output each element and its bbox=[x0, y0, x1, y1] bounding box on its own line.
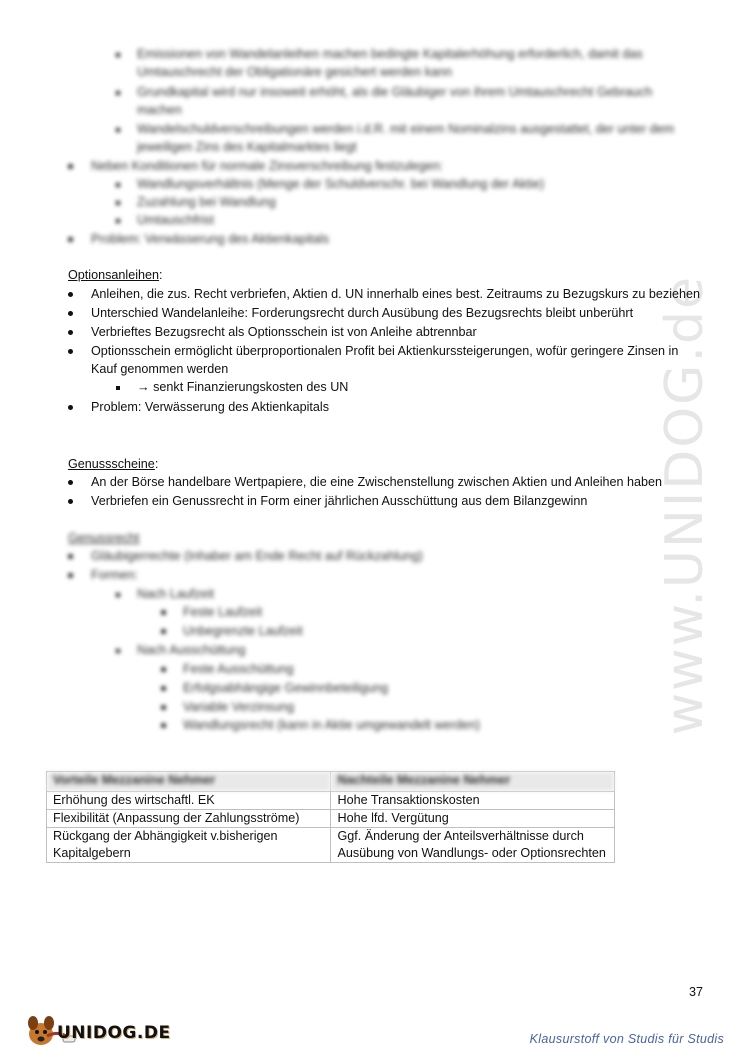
list-item-text: Umtauschfrist bbox=[137, 213, 214, 227]
list-item bbox=[116, 211, 120, 229]
list-item: Optionsschein ermöglicht überproportionalen Profit bei Aktienkurssteigerungen, wofür geringere Zinsen in bbox=[91, 344, 679, 358]
list-item: Anleihen, die zus. Recht verbriefen, Aktien d. UN innerhalb eines best. Zeitraums zu Bezugskurs zu beziehen bbox=[91, 287, 701, 301]
watermark: www.UNIDOG.de bbox=[654, 274, 715, 736]
list-item-continuation: Kauf genommen werden bbox=[91, 362, 229, 376]
bullet bbox=[68, 547, 73, 565]
section-heading-genussscheine bbox=[68, 455, 158, 473]
list-item bbox=[68, 157, 73, 175]
list-item bbox=[116, 83, 120, 101]
bullet bbox=[68, 304, 73, 322]
list-item: Verbrieftes Bezugsrecht als Optionsschein ist von Anleihe abtrennbar bbox=[91, 325, 477, 339]
bullet bbox=[161, 716, 166, 734]
list-item-text: jeweiligen Zins des Kapitalmarktes liegt bbox=[137, 140, 357, 154]
list-item bbox=[116, 193, 120, 211]
bullet bbox=[68, 342, 73, 360]
footer-tagline: Klausurstoff von Studis für Studis bbox=[529, 1032, 724, 1046]
table-cell: Rückgang der Abhängigkeit v.bisherigen Kapitalgebern bbox=[47, 828, 331, 863]
bullet bbox=[161, 603, 166, 621]
list-item-text: Wandlungsverhältnis (Menge der Schuldverschr. bei Wandlung der Aktie) bbox=[137, 177, 545, 191]
list-item-text: Wandlungsrecht (kann in Aktie umgewandelt werden) bbox=[183, 718, 481, 732]
bullet bbox=[68, 566, 73, 584]
table-header-row bbox=[47, 772, 615, 792]
logo-text: UNIDOG.DE bbox=[57, 1023, 171, 1043]
table-row bbox=[47, 792, 615, 810]
section-heading: Genussrecht bbox=[68, 531, 140, 545]
bullet bbox=[116, 641, 120, 659]
heading-text: Optionsanleihen bbox=[68, 268, 160, 282]
list-item-text: machen bbox=[137, 103, 182, 117]
table-cell: Erhöhung des wirtschaftl. EK bbox=[47, 792, 331, 810]
list-item-text: Umtauschrecht der Obligationäre gesichert werden kann bbox=[137, 65, 453, 79]
list-item-text: Nach Ausschüttung bbox=[137, 643, 246, 657]
table-cell: Ggf. Änderung der Anteilsverhältnisse durch Ausübung von Wandlungs- oder Optionsrechten bbox=[331, 828, 615, 863]
list-item-text: Problem: Verwässerung des Aktienkapitals bbox=[91, 232, 330, 246]
list-item-text: Neben Konditionen für normale Zinsverschreibung festzulegen: bbox=[91, 159, 444, 173]
page-number: 37 bbox=[689, 985, 704, 999]
table-header-cell: Nachteile Mezzanine Nehmer bbox=[331, 772, 615, 792]
list-item-text: Variable Verzinsung bbox=[183, 700, 295, 714]
mezzanine-table bbox=[46, 771, 615, 863]
list-item: Problem: Verwässerung des Aktienkapitals bbox=[91, 400, 330, 414]
table-row bbox=[47, 828, 615, 863]
list-item-text: Wandelschuldverschreibungen werden i.d.R. mit einem Nominalzins ausgestattet, der unter dem bbox=[137, 122, 675, 136]
table-cell: Hohe lfd. Vergütung bbox=[331, 810, 615, 828]
heading-text: Genussscheine bbox=[68, 457, 155, 471]
list-item bbox=[68, 230, 73, 248]
bullet bbox=[68, 398, 73, 416]
list-item: → senkt Finanzierungskosten des UN bbox=[137, 380, 349, 394]
list-item: Verbriefen ein Genussrecht in Form einer jährlichen Ausschüttung aus dem Bilanzgewinn bbox=[91, 494, 588, 508]
list-item-text: Grundkapital wird nur insoweit erhöht, als die Gläubiger von ihrem Umtauschrecht Gebrauch bbox=[137, 85, 653, 99]
bullet bbox=[68, 473, 73, 491]
list-item bbox=[116, 120, 120, 138]
bullet bbox=[161, 622, 166, 640]
list-item-text: Feste Laufzeit bbox=[183, 605, 263, 619]
list-item: An der Börse handelbare Wertpapiere, die eine Zwischenstellung zwischen Aktien und Anleihen haben bbox=[91, 475, 663, 489]
bullet bbox=[161, 698, 166, 716]
bullet bbox=[68, 285, 73, 303]
list-item-text: Emissionen von Wandelanleihen machen bedingte Kapitalerhöhung erforderlich, damit das bbox=[137, 47, 643, 61]
heading-colon: : bbox=[154, 457, 159, 471]
bullet bbox=[161, 660, 166, 678]
bullet bbox=[161, 679, 166, 697]
list-item-text: Zuzahlung bei Wandlung bbox=[137, 195, 276, 209]
table-row bbox=[47, 810, 615, 828]
bullet bbox=[68, 323, 73, 341]
list-item-text: Nach Laufzeit bbox=[137, 587, 215, 601]
bullet bbox=[116, 585, 120, 603]
table-cell: Hohe Transaktionskosten bbox=[331, 792, 615, 810]
table-header-cell: Vorteile Mezzanine Nehmer bbox=[47, 772, 331, 792]
heading-colon: : bbox=[159, 268, 163, 282]
list-item-text: Formen: bbox=[91, 568, 138, 582]
list-item-text: Feste Ausschüttung bbox=[183, 662, 294, 676]
list-item-text: Gläubigerrechte (Inhaber am Ende Recht auf Rückzahlung) bbox=[91, 549, 423, 563]
section-heading-optionsanleihen bbox=[68, 266, 163, 284]
bullet bbox=[116, 378, 120, 396]
list-item-text: Erfolgsabhängige Gewinnbeteiligung bbox=[183, 681, 389, 695]
bullet bbox=[68, 492, 73, 510]
table-cell: Flexibilität (Anpassung der Zahlungsströme) bbox=[47, 810, 331, 828]
list-item bbox=[116, 175, 120, 193]
list-item bbox=[116, 45, 120, 63]
list-item: Unterschied Wandelanleihe: Forderungsrecht durch Ausübung des Bezugsrechts bleibt unberührt bbox=[91, 306, 634, 320]
unidog-logo bbox=[23, 1010, 183, 1050]
list-item-text: Unbegrenzte Laufzeit bbox=[183, 624, 303, 638]
